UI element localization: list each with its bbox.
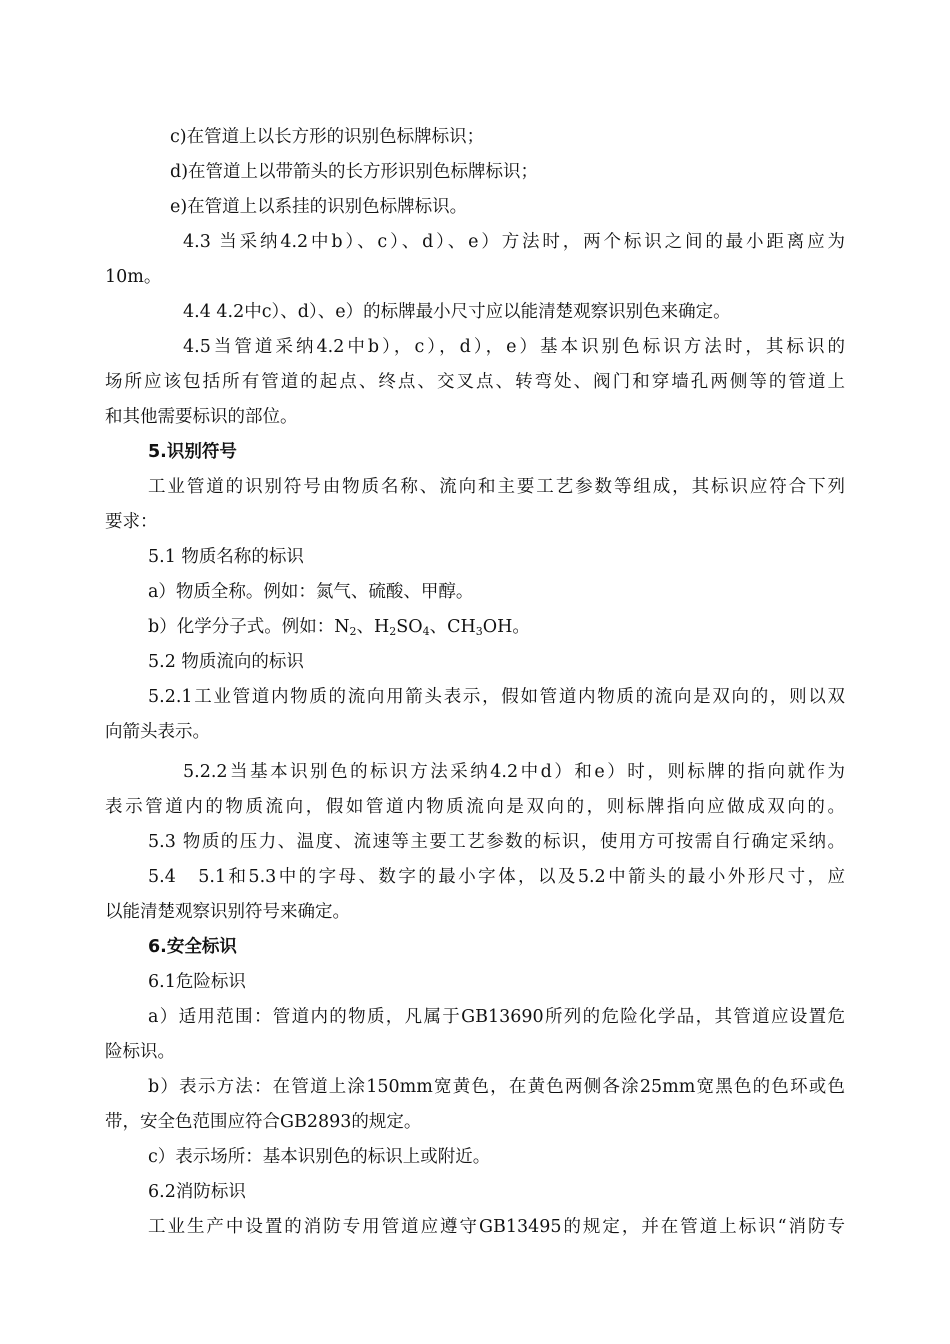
- paragraph-5-2-2-line-1: 5.2.2当基本识别色的标识方法采纳4.2中d）和e）时，则标牌的指向就作为: [183, 762, 845, 782]
- paragraph-4-5-line-1: 4.5当管道采纳4.2中b），c），d），e）基本识别色标识方法时，其标识的: [183, 337, 845, 357]
- paragraph-6-1-a-line-1: a）适用范围：管道内的物质，凡属于GB13690所列的危险化学品，其管道应设置危: [148, 1007, 845, 1027]
- paragraph-6-1-c: c）表示场所：基本识别色的标识上或附近。: [148, 1147, 491, 1167]
- paragraph-6-1-a-line-2: 险标识。: [105, 1042, 175, 1062]
- paragraph-5-3: 5.3 物质的压力、温度、流速等主要工艺参数的标识，使用方可按需自行确定采纳。: [148, 832, 845, 852]
- section-heading-6: 6.安全标识: [148, 937, 237, 957]
- section-heading-5: 5.识别符号: [148, 442, 237, 462]
- paragraph-5-intro-line-2: 要求：: [105, 512, 158, 532]
- paragraph-5-2-1-line-1: 5.2.1工业管道内物质的流向用箭头表示，假如管道内物质的流向是双向的，则以双: [148, 687, 845, 707]
- paragraph-4-3-line-2: 10m。: [105, 267, 162, 287]
- paragraph-5-intro-line-1: 工业管道的识别符号由物质名称、流向和主要工艺参数等组成，其标识应符合下列: [148, 477, 845, 497]
- paragraph-6-1-b-line-1: b）表示方法：在管道上涂150mm宽黄色，在黄色两侧各涂25mm宽黑色的色环或色: [148, 1077, 845, 1097]
- subheading-5-1: 5.1 物质名称的标识: [148, 547, 304, 567]
- paragraph-4-5-line-3: 和其他需要标识的部位。: [105, 407, 298, 427]
- paragraph-4-4: 4.4 4.2中c）、d）、e）的标牌最小尺寸应以能清楚观察识别色来确定。: [183, 302, 731, 322]
- list-item-e: e)在管道上以系挂的识别色标牌标识。: [170, 197, 468, 217]
- list-item-5-1-a: a）物质全称。例如：氮气、硫酸、甲醇。: [148, 582, 474, 602]
- paragraph-5-4-line-1: 5.4 5.1和5.3中的字母、数字的最小字体，以及5.2中箭头的最小外形尺寸，应: [148, 867, 845, 887]
- list-item-d: d)在管道上以带箭头的长方形识别色标牌标识；: [170, 162, 539, 182]
- subheading-5-2: 5.2 物质流向的标识: [148, 652, 304, 672]
- paragraph-5-4-line-2: 以能清楚观察识别符号来确定。: [105, 902, 350, 922]
- list-item-c: c)在管道上以长方形的识别色标牌标识；: [170, 127, 485, 147]
- subheading-6-1: 6.1危险标识: [148, 972, 246, 992]
- paragraph-6-1-b-line-2: 带，安全色范围应符合GB2893的规定。: [105, 1112, 422, 1132]
- paragraph-5-2-1-line-2: 向箭头表示。: [105, 722, 210, 742]
- list-item-5-1-b: b）化学分子式。例如：$N_2$、$H_2SO_4$、$CH_3OH$。: [148, 617, 530, 638]
- subheading-6-2: 6.2消防标识: [148, 1182, 246, 1202]
- paragraph-4-5-line-2: 场所应该包括所有管道的起点、终点、交叉点、转弯处、阀门和穿墙孔两侧等的管道上: [105, 372, 845, 392]
- paragraph-6-2-line-1: 工业生产中设置的消防专用管道应遵守GB13495的规定，并在管道上标识“消防专: [148, 1217, 845, 1237]
- paragraph-5-2-2-line-2: 表示管道内的物质流向，假如管道内物质流向是双向的，则标牌指向应做成双向的。: [105, 797, 845, 817]
- paragraph-4-3-line-1: 4.3 当采纳4.2中b）、c）、d）、e）方法时，两个标识之间的最小距离应为: [183, 232, 845, 252]
